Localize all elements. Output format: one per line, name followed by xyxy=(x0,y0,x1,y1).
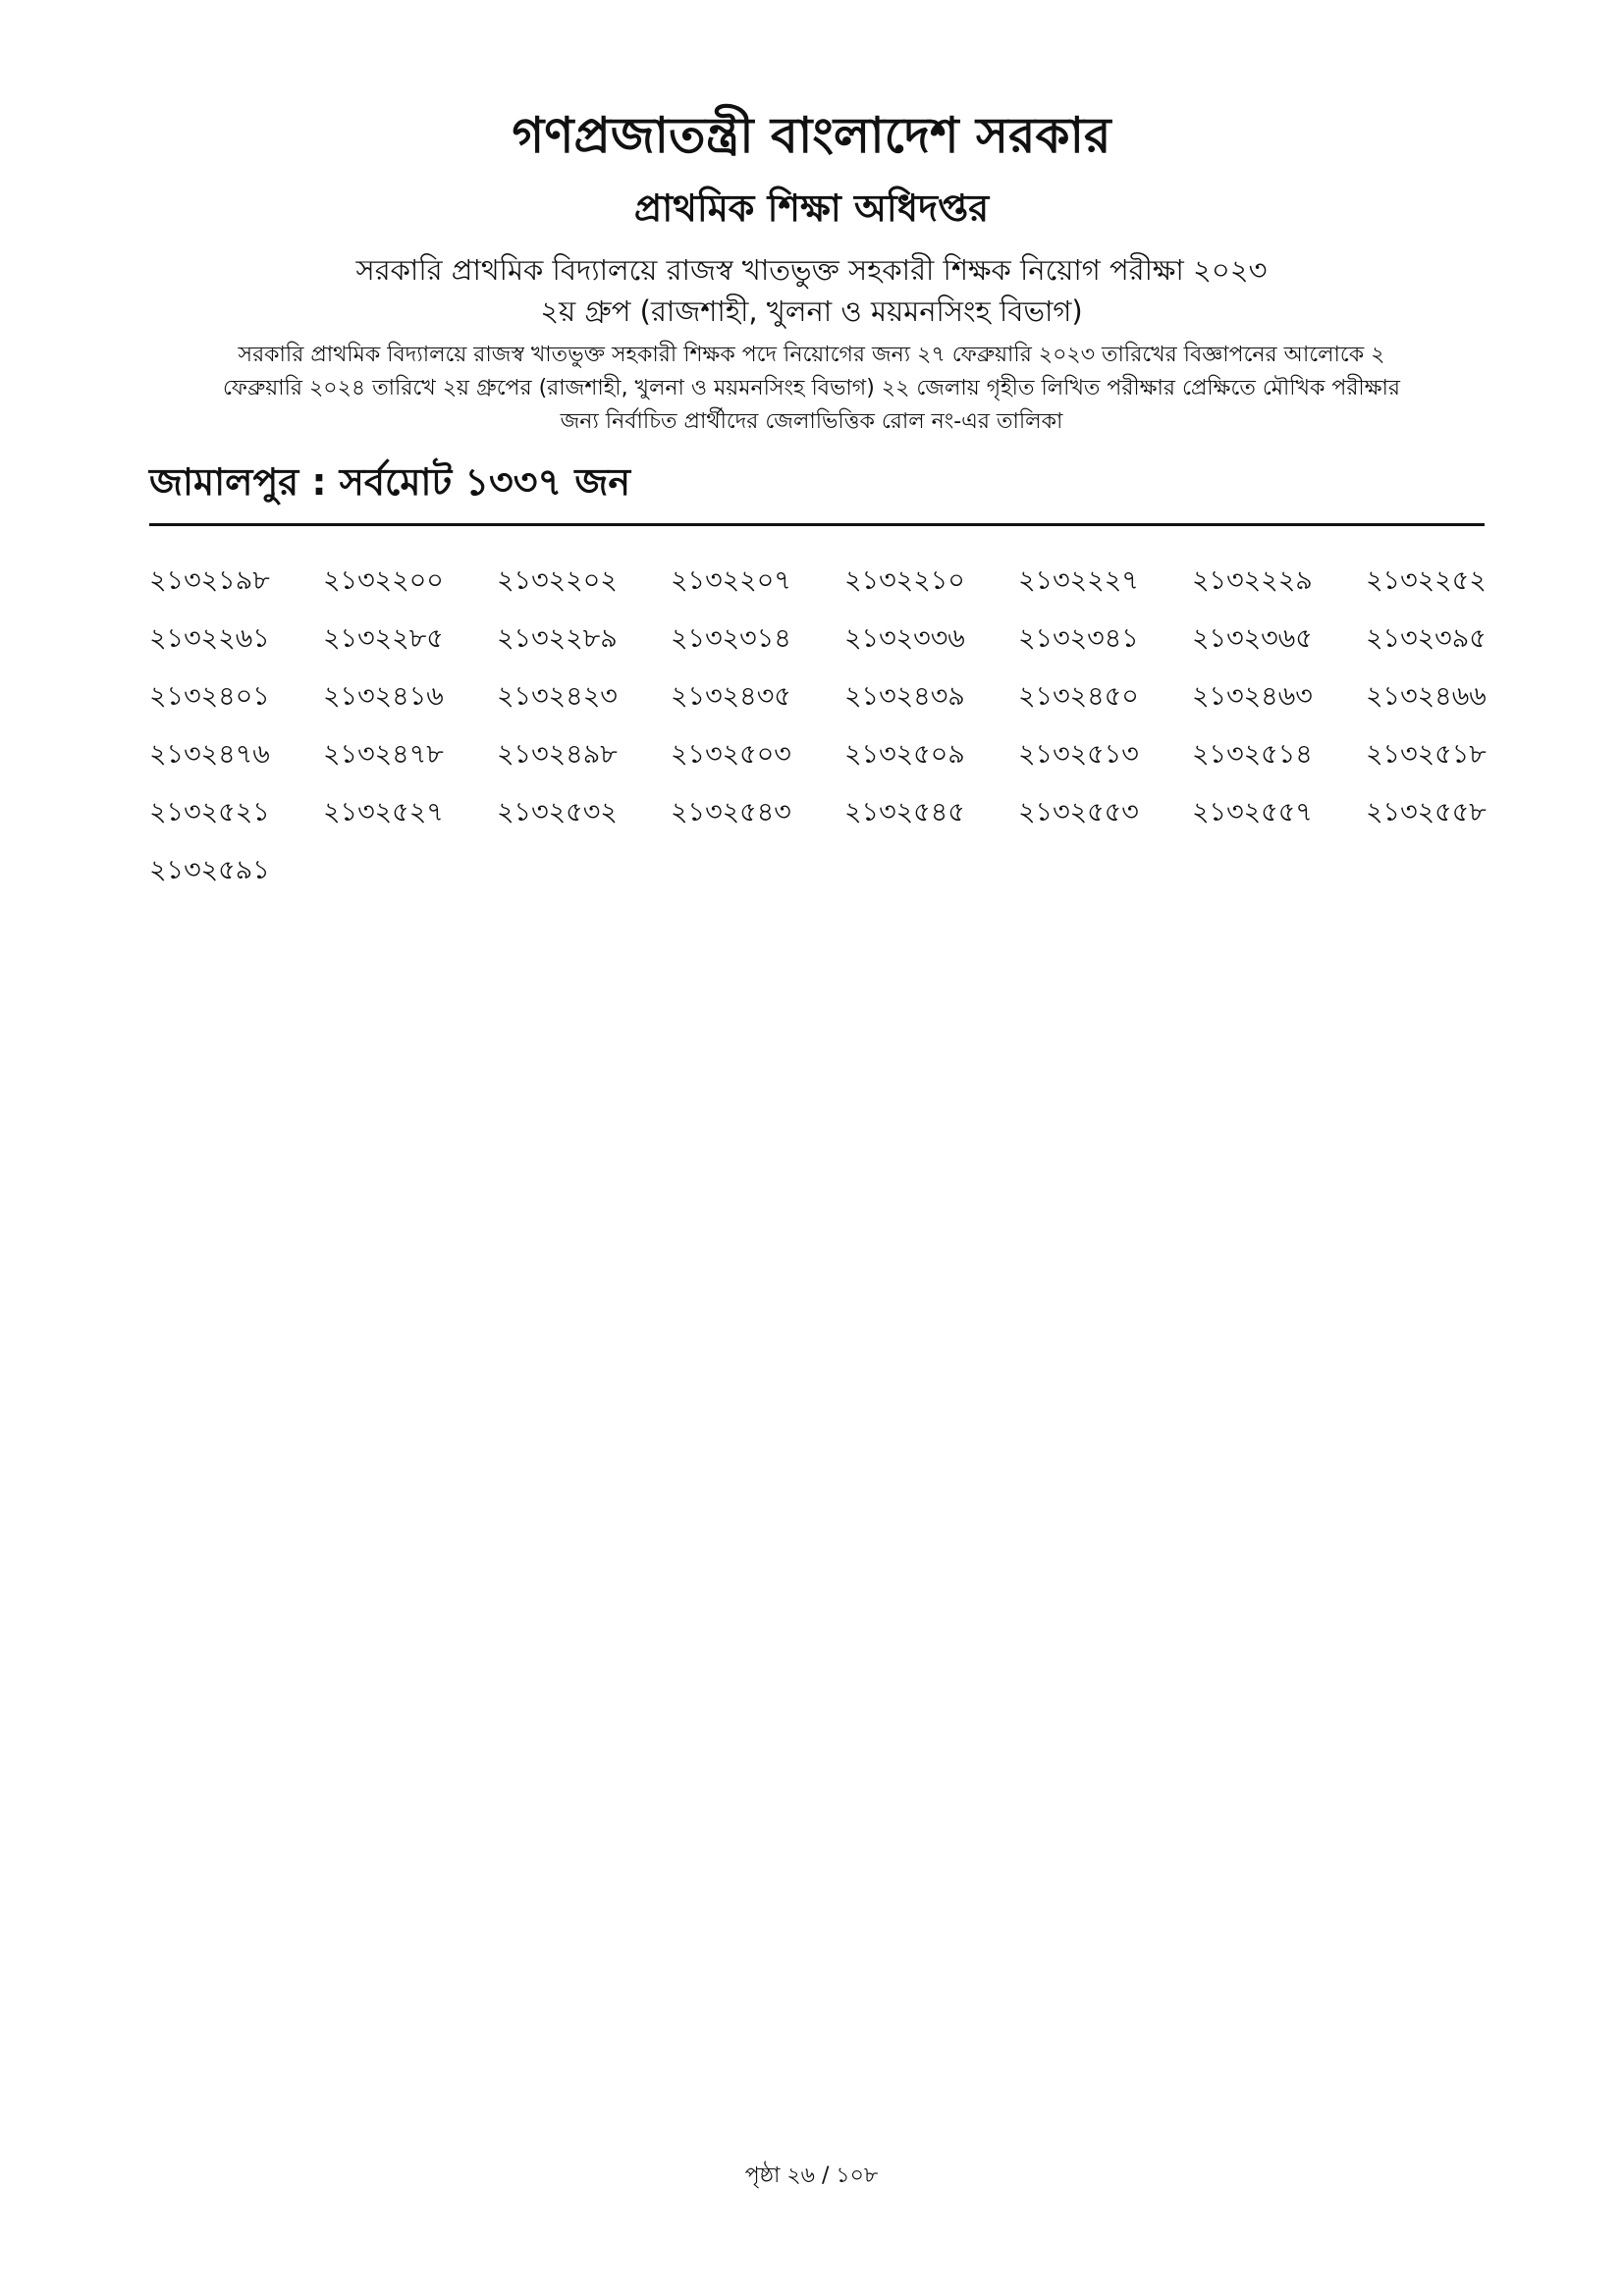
roll-number: ২১৩২২২৯ xyxy=(1192,565,1313,596)
roll-number: ২১৩২৪৫০ xyxy=(1018,681,1139,712)
roll-number: ২১৩২৩৬৫ xyxy=(1192,623,1313,654)
roll-number: ২১৩২৫৩২ xyxy=(497,797,618,828)
roll-number: ২১৩২৫০৯ xyxy=(844,739,965,770)
roll-number: ২১৩২৩৩৬ xyxy=(844,623,965,654)
page-number: পৃষ্ঠা ২৬ / ১০৮ xyxy=(744,2163,879,2188)
roll-number: ২১৩২২০০ xyxy=(323,565,444,596)
roll-number: ২১৩২৩৪১ xyxy=(1018,623,1139,654)
roll-number: ২১৩২৪২৩ xyxy=(497,681,618,712)
roll-number: ২১৩২৫০৩ xyxy=(671,739,791,770)
group-title: ২য় গ্রুপ (রাজশাহী, খুলনা ও ময়মনসিংহ বিভাগ) xyxy=(540,294,1083,328)
roll-number: ২১৩২৫৯১ xyxy=(149,855,270,885)
roll-number: ২১৩২৫১৪ xyxy=(1192,739,1313,770)
roll-number: ২১৩২২১০ xyxy=(844,565,965,596)
roll-number: ২১৩২৪১৬ xyxy=(323,681,444,712)
roll-number: ২১৩২৪৯৮ xyxy=(497,739,618,770)
roll-number: ২১৩২৫১৮ xyxy=(1366,739,1487,770)
roll-number: ২১৩২২৮৯ xyxy=(497,623,618,654)
roll-number: ২১৩২২৬১ xyxy=(149,623,270,654)
roll-number: ২১৩২৪৭৬ xyxy=(149,739,270,770)
roll-number: ২১৩২৫১৩ xyxy=(1018,739,1139,770)
roll-number: ২১৩২৫৪৫ xyxy=(844,797,965,828)
roll-number: ২১৩২৫৫৭ xyxy=(1192,797,1313,828)
roll-number: ২১৩২৩৯৫ xyxy=(1366,623,1487,654)
roll-number: ২১৩২৫৫৮ xyxy=(1366,797,1487,828)
roll-number: ২১৩২৩১৪ xyxy=(671,623,791,654)
roll-number: ২১৩২৫২৭ xyxy=(323,797,444,828)
roll-number: ২১৩২৪৩৯ xyxy=(844,681,965,712)
notice-line: জন্য নির্বাচিত প্রার্থীদের জেলাভিত্তিক রোল নং-এর তালিকা xyxy=(560,409,1063,434)
roll-number: ২১৩২৫২১ xyxy=(149,797,270,828)
notice-line: সরকারি প্রাথমিক বিদ্যালয়ে রাজস্ব খাতভুক্ত সহকারী শিক্ষক পদে নিয়োগের জন্য ২৭ ফেব্রুয়ারি ২০২৩ তারিখের বিজ্ঞাপনের আলোকে ২ xyxy=(238,343,1385,367)
district-heading: জামালপুর : সর্বমোট ১৩৩৭ জন xyxy=(149,460,631,504)
notice-paragraph xyxy=(167,339,1456,439)
roll-number: ২১৩২৪০১ xyxy=(149,681,270,712)
roll-number: ২১৩২৪৬৩ xyxy=(1192,681,1313,712)
roll-number: ২১৩২৪৬৬ xyxy=(1366,681,1487,712)
roll-number-list xyxy=(149,561,1543,909)
roll-number: ২১৩২৪৩৫ xyxy=(671,681,791,712)
directorate-title: প্রাথমিক শিক্ষা অধিদপ্তর xyxy=(633,187,990,230)
exam-title: সরকারি প্রাথমিক বিদ্যালয়ে রাজস্ব খাতভুক্ত সহকারী শিক্ষক নিয়োগ পরীক্ষা ২০২৩ xyxy=(355,253,1268,287)
roll-number: ২১৩২৫৫৩ xyxy=(1018,797,1139,828)
roll-number: ২১৩২২৫২ xyxy=(1366,565,1487,596)
roll-number: ২১৩২১৯৮ xyxy=(149,565,270,596)
roll-number: ২১৩২৫৪৩ xyxy=(671,797,791,828)
heading-divider xyxy=(149,523,1485,526)
roll-number: ২১৩২২৮৫ xyxy=(323,623,444,654)
notice-line: ফেব্রুয়ারি ২০২৪ তারিখে ২য় গ্রুপের (রাজশাহী, খুলনা ও ময়মনসিংহ বিভাগ) ২২ জেলায় গৃহীত লিখিত পরীক্ষার প্রেক্ষিতে মৌখিক পরীক্ষার xyxy=(222,376,1401,400)
government-title: গণপ্রজাতন্ত্রী বাংলাদেশ সরকার xyxy=(512,107,1111,164)
roll-number: ২১৩২২০২ xyxy=(497,565,618,596)
roll-number: ২১৩২২২৭ xyxy=(1018,565,1139,596)
roll-number: ২১৩২২০৭ xyxy=(671,565,791,596)
roll-number: ২১৩২৪৭৮ xyxy=(323,739,444,770)
